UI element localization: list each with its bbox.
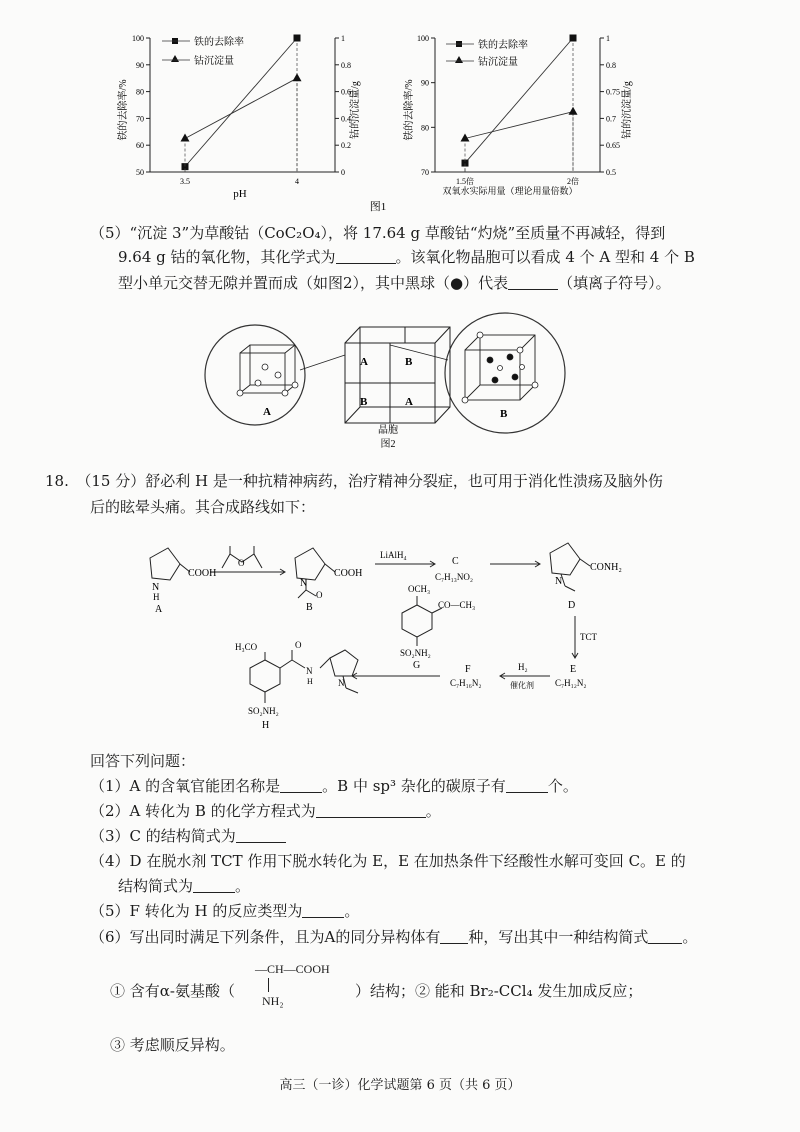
synthesis-scheme <box>130 528 690 743</box>
label-coch3: CO—CH₃ <box>438 600 476 610</box>
data-point-square <box>294 35 301 42</box>
y2-tick-label: 0.8 <box>606 60 616 70</box>
question-2 <box>90 800 441 822</box>
y-tick-label: 60 <box>136 141 144 151</box>
compound-a-ring <box>150 548 180 580</box>
data-point-triangle <box>181 134 190 142</box>
question-text: （1）A 的含氧官能团名称是 <box>90 777 281 795</box>
cell-a-label: A <box>263 406 271 418</box>
answer-blank[interactable] <box>302 903 344 918</box>
y2-tick-label: 0 <box>341 168 345 177</box>
q18-line1: 18. （15 分）舒必利 H 是一种抗精神病药，治疗精神分裂症，也可用于消化性溃疡及脑外伤 <box>45 472 663 490</box>
amino-bond <box>268 978 269 992</box>
y2-tick-label: 1 <box>341 34 345 43</box>
question-text: 。 <box>425 802 441 820</box>
figure1-charts <box>0 0 800 215</box>
y2-tick-label: 0.65 <box>606 141 620 151</box>
y-tick-label: 70 <box>421 168 429 177</box>
page-footer: 高三（一诊）化学试题第 6 页（共 6 页） <box>279 1078 521 1093</box>
y2-tick-label: 0.75 <box>606 87 620 97</box>
q5-line3 <box>118 272 671 294</box>
chart2-ylabel: 铁的去除率/% <box>404 79 415 141</box>
q5-line2-b: 。该氧化物晶胞可以看成 4 个 A 型和 4 个 B <box>395 248 695 266</box>
series-line <box>465 112 573 139</box>
chart2-xlabel: 双氧水实际用量（理论用量倍数） <box>442 186 578 196</box>
compound-g-label: G <box>413 660 421 671</box>
compound-c-label: C <box>452 556 459 567</box>
label-n: N <box>300 578 308 589</box>
cell-label: 晶胞 <box>378 425 398 436</box>
label-conh2: CONH₂ <box>590 562 622 573</box>
q5-line3-a: 型小单元交替无隙并置而成（如图2），其中黑球（●）代表 <box>118 274 509 292</box>
answer-blank[interactable] <box>648 929 682 944</box>
answer-blank[interactable] <box>280 778 322 793</box>
chart2-y2label: 钴的沉淀量/g <box>622 81 633 139</box>
data-point-triangle <box>569 107 578 115</box>
label-h3co: H₃CO <box>235 642 258 652</box>
legend-label: 钴沉淀量 <box>478 57 518 68</box>
answer-blank[interactable] <box>508 275 558 290</box>
figure1-caption: 图1 <box>369 201 387 213</box>
compound-h-ring <box>250 660 280 692</box>
label-nh: N <box>306 666 313 676</box>
cell-inner-label: B <box>360 396 368 408</box>
question-text: 。B 中 sp³ 杂化的碳原子有 <box>322 777 506 795</box>
cell-b-atoms <box>462 332 538 403</box>
y-tick-label: 80 <box>136 87 144 97</box>
y-tick-label: 80 <box>421 123 429 133</box>
question-3 <box>90 825 286 847</box>
compound-e-label: E <box>570 664 577 675</box>
compound-b-label: B <box>306 602 313 613</box>
question-text: 。 <box>682 928 698 946</box>
compound-f-label: F <box>465 664 471 675</box>
condition-3: ③ 考虑顺反异构。 <box>110 1036 235 1054</box>
question-text: （4）D 在脱水剂 TCT 作用下脱水转化为 E，E 在加热条件下经酸性水解可变回 C。E 的 <box>90 852 686 870</box>
chart2-legend <box>446 38 528 68</box>
question-text: （5）F 转化为 H 的反应类型为 <box>90 902 303 920</box>
data-point-square <box>570 35 577 42</box>
label-nh: N <box>152 582 160 593</box>
formula-e: C₇H₁₂N₂ <box>555 678 587 688</box>
label-o: O <box>238 558 245 568</box>
question-4 <box>90 850 686 872</box>
x-tick-label: 1.5倍 <box>456 177 474 186</box>
compound-h-label: H <box>262 720 270 731</box>
legend-label: 钴沉淀量 <box>194 56 234 67</box>
pointer-line <box>300 355 345 370</box>
label-cooh: COOH <box>334 568 363 579</box>
answer-blank[interactable] <box>236 828 286 843</box>
q5-line2 <box>118 246 695 268</box>
cell-a-circle <box>205 325 305 425</box>
chart1-frame <box>150 38 335 172</box>
label-so2nh2: SO₂NH₂ <box>400 648 431 658</box>
y2-tick-label: 0.2 <box>341 141 351 151</box>
question-text: 个。 <box>547 777 578 795</box>
compound-d-ring <box>550 543 580 575</box>
answer-blank[interactable] <box>193 878 235 893</box>
legend-triangle-marker <box>171 55 179 62</box>
y-tick-label: 90 <box>421 78 429 88</box>
chart1-ylabel: 铁的去除率/% <box>118 79 129 141</box>
legend-label: 铁的去除率 <box>194 37 244 48</box>
y2-tick-label: 0.8 <box>341 60 351 70</box>
q5-line2-a: 9.64 g 钴的氧化物，其化学式为 <box>118 248 336 266</box>
chart1-legend <box>162 35 244 67</box>
legend-triangle-marker <box>455 56 463 63</box>
question-text: 。 <box>344 902 360 920</box>
label-och3: OCH₃ <box>408 584 431 594</box>
answer-blank[interactable] <box>440 929 468 944</box>
reagent-tct: TCT <box>580 632 597 642</box>
answer-blank[interactable] <box>336 249 396 264</box>
compound-b-ring <box>295 548 325 580</box>
cell-inner-label: A <box>360 356 368 368</box>
cell-inner-label: A <box>405 396 413 408</box>
series-line <box>185 78 297 138</box>
q5-line1: （5）“沉淀 3”为草酸钴（CoC₂O₄），将 17.64 g 草酸钴“灼烧”至质量不再减轻，得到 <box>90 224 666 242</box>
answer-blank[interactable] <box>316 803 426 818</box>
q5-line3-b: （填离子符号）。 <box>558 274 671 292</box>
label-o: O <box>295 640 302 650</box>
label-h: H <box>153 592 160 602</box>
x-tick-label: 2倍 <box>567 177 579 186</box>
unit-cell-block <box>345 327 450 423</box>
chart1-y2label: 钴的沉淀量/g <box>350 81 361 139</box>
question-5 <box>90 900 359 922</box>
x-tick-label: 4 <box>295 177 299 186</box>
label-so2nh2: SO₂NH₂ <box>248 706 279 716</box>
label-cooh: COOH <box>188 568 217 579</box>
formula-c: C₇H₁₃NO₂ <box>435 572 474 582</box>
y2-tick-label: 0.5 <box>606 168 616 177</box>
condition-1a: ① 含有α-氨基酸（ <box>110 982 235 1000</box>
question-text: （2）A 转化为 B 的化学方程式为 <box>90 802 316 820</box>
question-1 <box>90 775 578 797</box>
compound-g-ring <box>402 605 432 637</box>
reagent-lialh4: LiAlH₄ <box>380 550 407 560</box>
y2-tick-label: 0.7 <box>606 114 616 124</box>
data-point-triangle <box>293 73 302 81</box>
q18-line2: 后的眩晕头痛。其合成路线如下： <box>90 498 316 516</box>
compound-h-pyrrolidine <box>330 650 358 676</box>
x-tick-label: 3.5 <box>180 177 190 186</box>
reagent-h2: H₂ <box>518 662 528 672</box>
question-4-cont <box>118 875 250 897</box>
label-h: H <box>307 677 313 686</box>
y-tick-label: 100 <box>132 34 144 43</box>
cell-a-atoms <box>237 364 298 396</box>
question-text: 种，写出其中一种结构简式 <box>468 928 649 946</box>
answer-prompt: 回答下列问题： <box>90 752 196 770</box>
y2-tick-label: 1 <box>606 34 610 43</box>
formula-f: C₇H₁₆N₂ <box>450 678 482 688</box>
cell-b-label: B <box>500 408 508 420</box>
question-6 <box>90 926 697 948</box>
figure2-caption: 图2 <box>380 439 396 450</box>
question-text: 。 <box>235 877 251 895</box>
y-tick-label: 90 <box>136 60 144 70</box>
compound-a-label: A <box>155 604 163 615</box>
chart1-xlabel: pH <box>233 188 247 200</box>
legend-label: 铁的去除率 <box>478 40 528 51</box>
figure2-crystal <box>200 305 580 450</box>
y-tick-label: 50 <box>136 168 144 177</box>
y2-tick-label: 0.6 <box>341 87 351 97</box>
reagent-catalyst: 催化剂 <box>510 681 534 690</box>
question-text: （3）C 的结构简式为 <box>90 827 236 845</box>
label-n: N <box>555 576 563 587</box>
question-text: （6）写出同时满足下列条件，且为A的同分异构体有 <box>90 928 441 946</box>
amino-acid-group-bottom: NH₂ <box>262 994 284 1008</box>
label-o: O <box>316 590 323 600</box>
answer-blank[interactable] <box>506 778 548 793</box>
y-tick-label: 70 <box>136 114 144 124</box>
cell-inner-label: B <box>405 356 413 368</box>
amino-acid-group-top: —CH—COOH <box>255 962 330 976</box>
y2-tick-label: 0.4 <box>341 114 351 124</box>
compound-d-label: D <box>568 600 576 611</box>
y-tick-label: 100 <box>417 34 429 43</box>
condition-1b: ）结构；② 能和 Br₂-CCl₄ 发生加成反应； <box>355 982 643 1000</box>
question-text: 结构简式为 <box>118 877 194 895</box>
pointer-line <box>390 345 448 360</box>
label-n: N <box>338 678 345 688</box>
